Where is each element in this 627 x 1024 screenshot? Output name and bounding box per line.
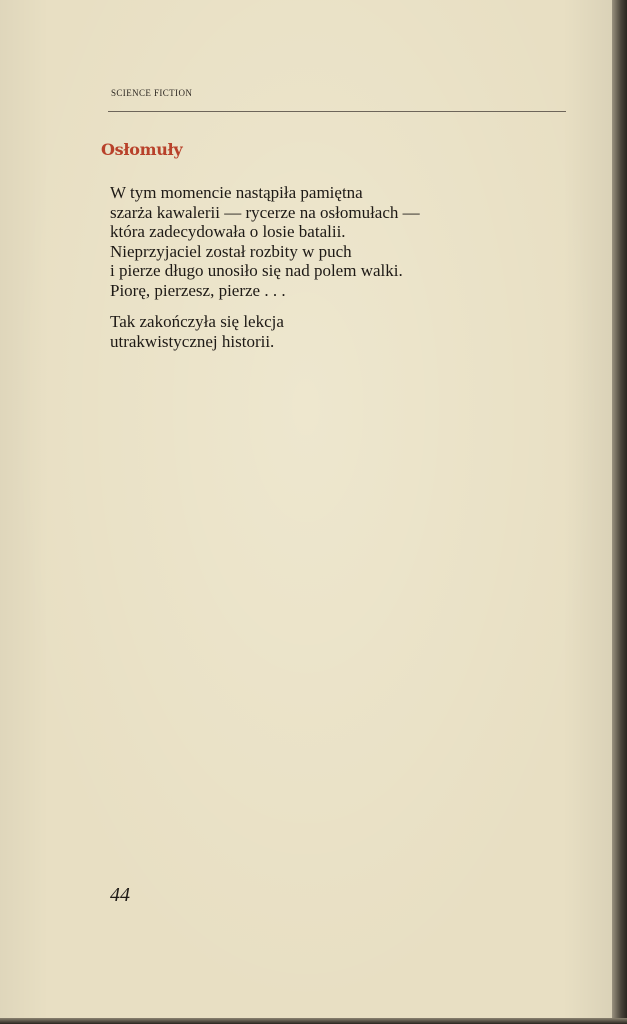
header-rule (108, 111, 566, 112)
poem-line: i pierze długo unosiło się nad polem walki. (110, 261, 403, 281)
stanza-1 (110, 183, 420, 301)
poem-title: Osłomuły (101, 140, 183, 159)
poem-line: W tym momencie nastąpiła pamiętna (110, 183, 363, 202)
poem-line: Tak zakończyła się lekcja (110, 312, 284, 331)
poem-line: utrakwistycznej historii. (110, 331, 275, 351)
running-head: SCIENCE FICTION (111, 88, 193, 98)
page-number: 44 (110, 884, 130, 906)
poem-line: szarża kawalerii — rycerze na osłomułach — (110, 202, 420, 222)
page-bottom-shadow (0, 1018, 627, 1024)
poem-line: Piorę, pierzesz, pierze . . . (110, 280, 286, 300)
stanza-2 (110, 312, 284, 351)
poem-line: która zadecydowała o losie batalii. (110, 222, 346, 242)
poem-line: Nieprzyjaciel został rozbity w puch (110, 241, 352, 261)
page-edge-shadow (612, 0, 627, 1024)
